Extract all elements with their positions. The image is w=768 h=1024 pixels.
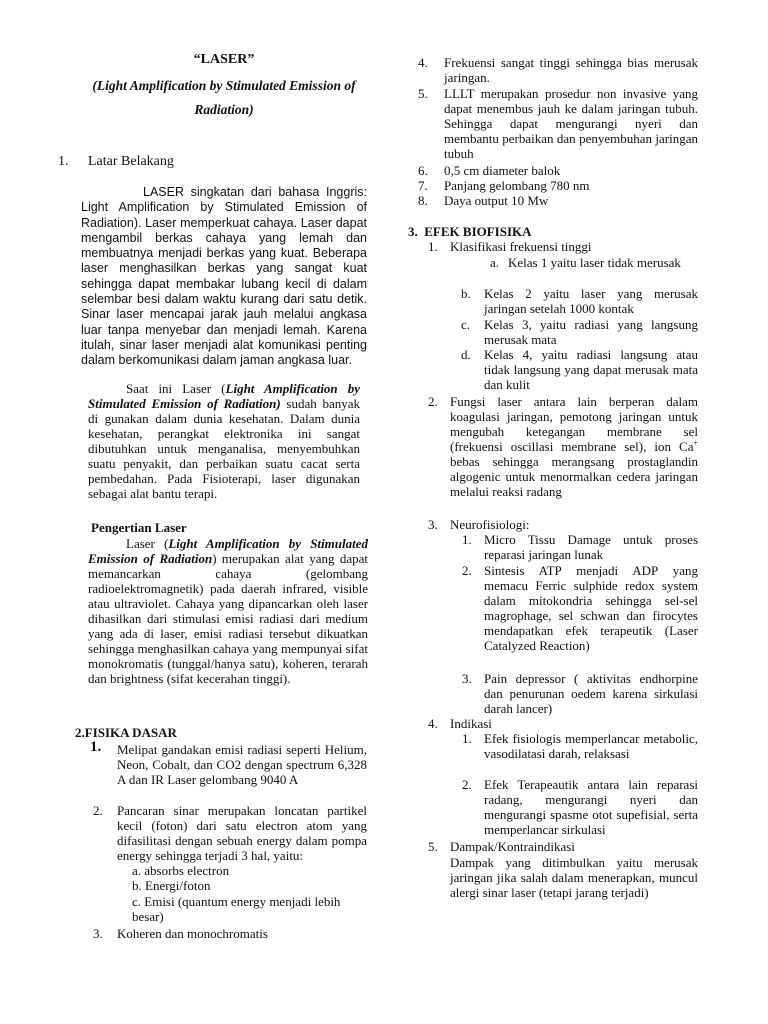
s2-item1-text: Melipat gandakan emisi radiasi seperti Helium, Neon, Cobalt, dan CO2 dengan spectrum 6,328 A dan IR Laser gelombang 9040 A bbox=[117, 742, 367, 787]
s3-item3-sub3-number: 3. bbox=[462, 671, 472, 686]
s3-item3-sub1-number: 1. bbox=[462, 532, 472, 547]
s3-sub-d-letter: d. bbox=[461, 347, 471, 362]
s2-item6-number: 6. bbox=[418, 163, 428, 178]
s2-sub-c: c. Emisi (quantum energy menjadi lebih besar) bbox=[132, 894, 341, 924]
s3-item5-number: 5. bbox=[428, 839, 438, 854]
section3-heading: 3. EFEK BIOFISIKA bbox=[408, 224, 532, 239]
s2-sub-b: b. Energi/foton bbox=[132, 878, 211, 893]
s2-item8-text: Daya output 10 Mw bbox=[444, 193, 549, 208]
s2-item3-text: Koheren dan monochromatis bbox=[117, 926, 268, 941]
s3-sub-c-letter: c. bbox=[461, 317, 471, 332]
s3-sub-a-text: Kelas 1 yaitu laser tidak merusak bbox=[508, 255, 681, 270]
s2-sub-a: a. absorbs electron bbox=[132, 863, 230, 878]
s3-sub-c-text: Kelas 3, yaitu radiasi yang langsung merusak mata bbox=[484, 317, 698, 347]
pengertian-pre: Laser ( bbox=[126, 536, 169, 551]
document-subtitle bbox=[78, 77, 370, 119]
pengertian-post: ) merupakan alat yang dapat memancarkan cahaya (gelombang radioelektromagnetik) pada daerah infrared, visible atau ultraviolet. Cahaya yang dipancarkan oleh laser dihasilkan dari stimulasi emisi radiasi dari medium yang ada di laser, emisi radiasi tersebut dikuatkan sehingga menghasilkan cahaya yang mempunyai sifat monokromatis (tunggal/hanya satu), koheren, terarah dan brightness (sifat kecerahan tinggi). bbox=[88, 551, 369, 686]
s3-sub-b-text: Kelas 2 yaitu laser yang merusak jaringan setelah 1000 kontak bbox=[484, 286, 698, 316]
s2-item2-text: Pancaran sinar merupakan loncatan partikel kecil (foton) dari satu electron atom yang difasilitasi dengan sebuah energy dalam pompa energy sehingga terjadi 3 hal, yaitu: bbox=[117, 803, 367, 863]
saat-ini-paragraph bbox=[88, 381, 360, 501]
para2-pre: Saat ini Laser ( bbox=[126, 381, 226, 396]
s3-item3-text: Neurofisiologi: bbox=[450, 517, 530, 532]
s2-item7-text: Panjang gelombang 780 nm bbox=[444, 178, 590, 193]
s2-item4-text: Frekuensi sangat tinggi sehingga bias merusak jaringan. bbox=[444, 55, 698, 85]
section1-heading: Latar Belakang bbox=[88, 154, 174, 169]
s2-item3-number: 3. bbox=[93, 926, 103, 941]
latar-belakang-paragraph: LASER singkatan dari bahasa Inggris: Light Amplification by Stimulated Emission of Radiation). Laser memperkuat cahaya. Laser dapat mengambil berkas cahaya yang lemah dan membuatnya menjadi berkas yang kuat. Beberapa laser menghasilkan berkas yang sangat kuat sehingga dapat membakar lubang kecil di dalam selembar besi dalam waktu kurang dari satu detik. Sinar laser mencapai jarak jauh melalui angkasa luar tanpa menyebar dan menjadi lemah. Karena itulah, sinar laser menjadi alat komunikasi penting dalam berkomunikasi dalam jaman angkasa luar. bbox=[81, 185, 367, 368]
s3-item4-sub2-text: Efek Terapeautik antara lain reparasi radang, mengurangi nyeri dan mengurangi spasme otot supefisial, serta memperlancar sirkulasi bbox=[484, 777, 698, 837]
s2-item1-number: 1. bbox=[90, 739, 102, 755]
s3-item4-number: 4. bbox=[428, 716, 438, 731]
s3-item2-post: bebas sehingga merangsang prostaglandin algogenic untuk menormalkan cedera jaringan melalui reaksi radang bbox=[450, 454, 698, 499]
s2-item5-number: 5. bbox=[418, 86, 428, 101]
subtitle-line1: (Light Amplification by Stimulated Emission of bbox=[92, 78, 356, 93]
pengertian-bold: Light Amplification by Stimulated Emission of Radiation bbox=[88, 536, 368, 566]
section1-number: 1. bbox=[58, 154, 69, 169]
document-title: “LASER” bbox=[193, 52, 255, 67]
s3-item2-number: 2. bbox=[428, 394, 438, 409]
s3-item3-sub3-text: Pain depressor ( aktivitas endhorpine dan penurunan oedem karena sirkulasi darah lancer) bbox=[484, 671, 698, 716]
para2-post: sudah banyak di gunakan dalam dunia kesehatan. Dalam dunia kesehatan, perangkat elektronika ini sangat dibutuhkan untuk menganalisa, menyembuhkan suatu penyakit, dan perbaikan suatu cacat serta pembedahan. Pada Fisioterapi, laser digunakan sebagai alat bantu terapi. bbox=[88, 396, 360, 501]
pengertian-paragraph bbox=[88, 536, 368, 686]
calcium-symbol: Ca bbox=[679, 439, 694, 454]
s3-item2-pre: Fungsi laser antara lain berperan dalam koagulasi jaringan, pemotong jaringan untuk mengubah ketegangan membrane sel (frekuensi oscillasi membrane sel), ion bbox=[450, 394, 698, 454]
s3-item3-sub1-text: Micro Tissu Damage untuk proses reparasi jaringan lunak bbox=[484, 532, 698, 562]
s3-item5-paragraph: Dampak yang ditimbulkan yaitu merusak jaringan jika salah dalam menerapkan, muncul alergi sinar laser (tetapi jarang terjadi) bbox=[450, 855, 698, 900]
s3-item2-text bbox=[450, 394, 698, 499]
s3-item3-number: 3. bbox=[428, 517, 438, 532]
s2-item7-number: 7. bbox=[418, 178, 428, 193]
s3-item3-sub2-number: 2. bbox=[462, 563, 472, 578]
subtitle-line2: Radiation) bbox=[194, 102, 254, 117]
s3-item4-sub1-number: 1. bbox=[462, 731, 472, 746]
s3-item5-text: Dampak/Kontraindikasi bbox=[450, 839, 575, 854]
s2-item6-text: 0,5 cm diameter balok bbox=[444, 163, 561, 178]
section2-heading: 2.FISIKA DASAR bbox=[75, 725, 177, 740]
s3-item4-sub1-text: Efek fisiologis memperlancar metabolic, vasodilatasi darah, relaksasi bbox=[484, 731, 698, 761]
s2-item2-number: 2. bbox=[93, 803, 103, 818]
para2-bold: Light Amplification by Stimulated Emission of Radiation) bbox=[88, 381, 360, 411]
s2-item5-text: LLLT merupakan prosedur non invasive yang dapat menembus jauh ke dalam jaringan tubuh. Sehingga dapat mengurangi nyeri dan membantu perbaikan dan penyembuhan jaringan tubuh bbox=[444, 86, 698, 161]
s3-item1-text: Klasifikasi frekuensi tinggi bbox=[450, 239, 592, 254]
s2-item4-number: 4. bbox=[418, 55, 428, 70]
pengertian-heading: Pengertian Laser bbox=[91, 520, 187, 535]
s3-item3-sub2-text: Sintesis ATP menjadi ADP yang memacu Ferric sulphide redox system dalam mitokondria sehingga sel-sel magrophage, sel schwan dan firocytes mendapatkan efek terapeutik (Laser Catalyzed Reaction) bbox=[484, 563, 698, 653]
s3-item4-text: Indikasi bbox=[450, 716, 492, 731]
s3-sub-d-text: Kelas 4, yaitu radiasi langsung atau tidak langsung yang dapat merusak mata dan kulit bbox=[484, 347, 698, 392]
s3-sub-b-letter: b. bbox=[461, 286, 471, 301]
calcium-charge: + bbox=[693, 438, 698, 448]
s3-item1-number: 1. bbox=[428, 239, 438, 254]
s3-sub-a-letter: a. bbox=[490, 255, 500, 270]
s2-item8-number: 8. bbox=[418, 193, 428, 208]
s3-item4-sub2-number: 2. bbox=[462, 777, 472, 792]
